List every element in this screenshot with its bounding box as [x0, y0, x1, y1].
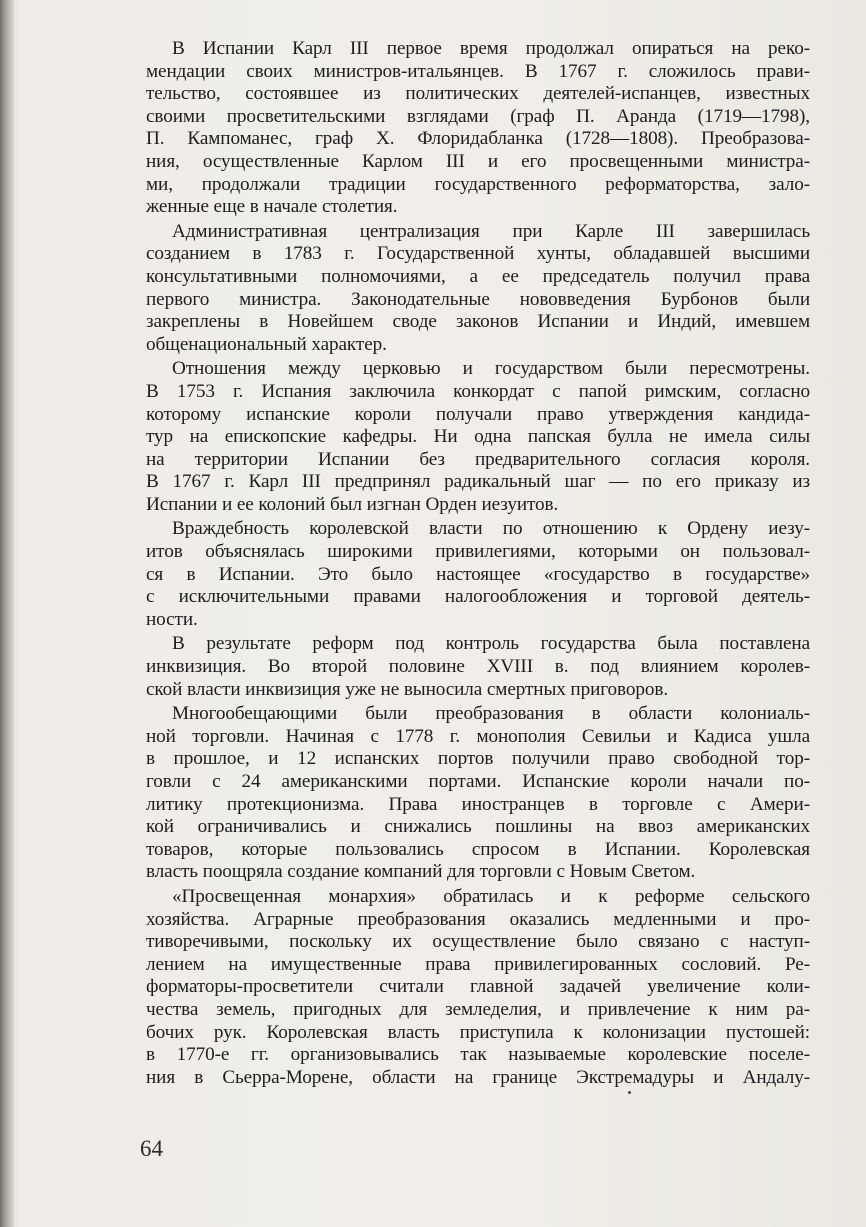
text-line: ния, осуществленные Карлом III и его просвещенными министра-	[146, 150, 810, 172]
text-line: женные еще в начале столетия.	[146, 196, 398, 218]
page-binding-shadow	[0, 0, 14, 1227]
text-line: инквизиция. Во второй половине XVIII в. под влиянием королев-	[146, 656, 810, 678]
text-line: «Просвещенная монархия» обратилась и к реформе сельского	[172, 885, 810, 907]
text-line: Многообещающими были преобразования в области колониаль-	[172, 703, 810, 725]
text-line: ся в Испании. Это было настоящее «государство в государстве»	[146, 563, 810, 585]
text-line: кой ограничивались и снижались пошлины на ввоз американских	[146, 816, 810, 838]
text-line: своими просветительскими взглядами (граф П. Аранда (1719—1798),	[146, 105, 810, 127]
text-line: П. Кампоманес, граф Х. Флоридабланка (1728—1808). Преобразова-	[146, 128, 810, 150]
text-line: в 1770-е гг. организовывались так называемые королевские поселе-	[146, 1044, 810, 1066]
text-line: В 1753 г. Испания заключила конкордат с папой римским, согласно	[146, 380, 810, 402]
paragraph-2	[146, 221, 810, 357]
text-line: Враждебность королевской власти по отношению к Ордену иезу-	[172, 518, 810, 540]
text-line: Испании и ее колоний был изгнан Орден иезуитов.	[146, 493, 559, 515]
text-line: товаров, которые пользовались спросом в Испании. Королевская	[146, 838, 810, 860]
text-line: Административная централизация при Карле III завершилась	[172, 220, 810, 242]
text-line: бочих рук. Королевская власть приступила к колонизации пустошей:	[146, 1021, 810, 1043]
text-line: В 1767 г. Карл III предпринял радикальный шаг — по его приказу из	[146, 471, 810, 493]
paragraph-5	[146, 633, 810, 701]
text-line: тиворечивыми, поскольку их осуществление было связано с наступ-	[146, 931, 810, 953]
text-line: тельство, состоявшее из политических деятелей-испанцев, известных	[146, 83, 810, 105]
text-line: ной торговли. Начиная с 1778 г. монополия Севильи и Кадиса ушла	[146, 725, 810, 747]
text-line: в прошлое, и 12 испанских портов получили право свободной тор-	[146, 748, 810, 770]
text-line: ния в Сьерра-Морене, области на границе Экстремадуры и Андалу-	[146, 1066, 810, 1088]
text-line: В Испании Карл III первое время продолжал опираться на реко-	[172, 38, 810, 59]
text-line: В результате реформ под контроль государства была поставлена	[172, 633, 810, 655]
text-line: с исключительными правами налогообложения и торговой деятель-	[146, 586, 810, 608]
paragraph-4	[146, 518, 810, 631]
paragraph-6	[146, 703, 810, 884]
text-line: консультативными полномочиями, а ее председатель получил права	[146, 265, 810, 287]
text-line: лением на имущественные права привилегированных сословий. Ре-	[146, 953, 810, 975]
text-line: Отношения между церковью и государством были пересмотрены.	[172, 358, 810, 380]
text-line: ской власти инквизиция уже не выносила смертных приговоров.	[146, 678, 669, 700]
paragraph-3	[146, 358, 810, 516]
text-line: тур на епископские кафедры. Ни одна папская булла не имела силы	[146, 426, 810, 448]
text-line: общенациональный характер.	[146, 333, 387, 355]
text-line: ми, продолжали традиции государственного реформаторства, зало-	[146, 173, 810, 195]
text-line: чества земель, пригодных для земледелия, и привлечение к ним ра-	[146, 998, 810, 1020]
text-line: литику протекционизма. Права иностранцев в торговле с Амери-	[146, 793, 810, 815]
text-line: говли с 24 американскими портами. Испанские короли начали по-	[146, 771, 810, 792]
text-line: итов объяснялась широкими привилегиями, которыми он пользовал-	[146, 541, 810, 563]
paragraph-7	[146, 886, 810, 1089]
text-line: мендации своих министров-итальянцев. В 1767 г. сложилось прави-	[146, 60, 810, 82]
text-line: хозяйства. Аграрные преобразования оказались медленными и про-	[146, 908, 810, 930]
text-line: власть поощряла создание компаний для торговли с Новым Светом.	[146, 861, 696, 883]
text-line: которому испанские короли получали право утверждения кандида-	[146, 403, 810, 425]
main-text	[146, 38, 810, 1089]
text-line: созданием в 1783 г. Государственной хунты, обладавшей высшими	[146, 243, 810, 265]
text-line: закреплены в Новейшем своде законов Испании и Индий, имевшем	[146, 311, 810, 333]
text-line: ности.	[146, 608, 198, 630]
text-line: первого министра. Законодательные нововведения Бурбонов были	[146, 288, 810, 310]
paragraph-1	[146, 38, 810, 219]
text-line: форматоры-просветители считали главной задачей увеличение коли-	[146, 976, 810, 998]
print-speck	[628, 1091, 631, 1094]
page-number: 64	[140, 1136, 163, 1161]
text-line: на территории Испании без предварительного согласия короля.	[146, 448, 810, 470]
